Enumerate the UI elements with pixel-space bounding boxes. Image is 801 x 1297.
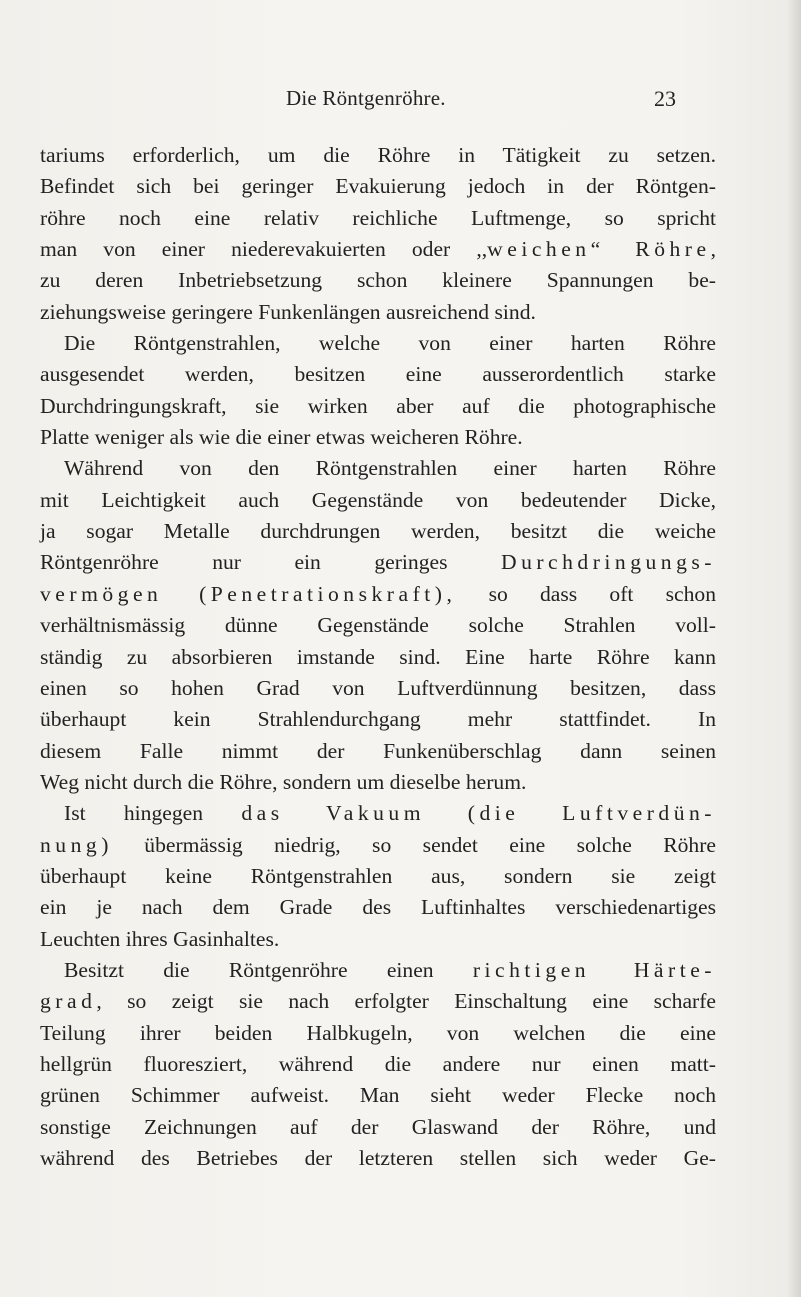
text-line: ein je nach dem Grade des Luftinhaltes verschiedenartiges bbox=[40, 895, 716, 920]
text-line: Während von den Röntgenstrahlen einer harten Röhre bbox=[64, 456, 716, 481]
spaced-emphasis: weichen“ Röhre bbox=[487, 237, 711, 262]
page-edge-shadow bbox=[787, 0, 801, 1297]
spaced-emphasis: Durchdringungs- bbox=[500, 550, 716, 575]
text-line: verhältnismässig dünne Gegenstände solche Strahlen voll- bbox=[40, 613, 716, 638]
body-text bbox=[40, 140, 716, 1174]
text-line: überhaupt keine Röntgenstrahlen aus, sondern sie zeigt bbox=[40, 863, 716, 888]
text-line: während des Betriebes der letzteren stellen sich weder Ge- bbox=[40, 1146, 716, 1170]
text-line: Die Röntgenstrahlen, welche von einer harten Röhre bbox=[64, 331, 716, 356]
text-line: grünen Schimmer aufweist. Man sieht weder Flecke noch bbox=[40, 1083, 716, 1108]
text-line: überhaupt kein Strahlendurchgang mehr stattfindet. In bbox=[40, 707, 716, 732]
text-line: Besitzt die Röntgenröhre einen richtigen Härte- bbox=[64, 957, 716, 982]
text-line: röhre noch eine relativ reichliche Luftmenge, so spricht bbox=[40, 205, 716, 230]
text-line: zu deren Inbetriebsetzung schon kleinere Spannungen be- bbox=[40, 268, 716, 293]
spaced-emphasis: das Vakuum (die Luftverdün- bbox=[241, 801, 716, 826]
spaced-emphasis: vermögen (Penetrationskraft), bbox=[40, 581, 457, 606]
page-number: 23 bbox=[654, 86, 676, 111]
text-line: hellgrün fluoresziert, während die andere nur einen matt- bbox=[40, 1051, 716, 1076]
text-line: ständig zu absorbieren imstande sind. Eine harte Röhre kann bbox=[40, 644, 716, 669]
text-line: ziehungsweise geringere Funkenlängen ausreichend sind. bbox=[40, 299, 536, 324]
text-line: man von einer niederevakuierten oder ,,weichen“ Röhre, bbox=[40, 237, 716, 262]
text-line: Platte weniger als wie die einer etwas weicheren Röhre. bbox=[40, 425, 523, 450]
text-line: tariums erforderlich, um die Röhre in Tätigkeit zu setzen. bbox=[40, 143, 716, 167]
spaced-emphasis: nung) bbox=[40, 832, 113, 857]
spaced-emphasis: richtigen Härte- bbox=[472, 957, 716, 982]
text-line: mit Leichtigkeit auch Gegenstände von bedeutender Dicke, bbox=[40, 487, 716, 512]
text-line: Teilung ihrer beiden Halbkugeln, von welchen die eine bbox=[40, 1020, 716, 1045]
text-line: Weg nicht durch die Röhre, sondern um dieselbe herum. bbox=[40, 769, 527, 794]
text-line: nung) übermässig niedrig, so sendet eine solche Röhre bbox=[40, 832, 716, 857]
text-line: grad, so zeigt sie nach erfolgter Einschaltung eine scharfe bbox=[40, 989, 716, 1014]
text-line: ausgesendet werden, besitzen eine ausserordentlich starke bbox=[40, 362, 716, 387]
running-head: Die Röntgenröhre. bbox=[286, 86, 446, 110]
page-header bbox=[0, 86, 801, 116]
text-line: Ist hingegen das Vakuum (die Luftverdün- bbox=[64, 801, 716, 826]
spaced-emphasis: grad bbox=[40, 989, 97, 1014]
text-line: vermögen (Penetrationskraft), so dass oft schon bbox=[40, 581, 716, 606]
text-line: diesem Falle nimmt der Funkenüberschlag dann seinen bbox=[40, 738, 716, 763]
text-line: einen so hohen Grad von Luftverdünnung besitzen, dass bbox=[40, 675, 716, 700]
text-line: ja sogar Metalle durchdrungen werden, besitzt die weiche bbox=[40, 519, 716, 544]
text-line: Röntgenröhre nur ein geringes Durchdringungs- bbox=[40, 550, 716, 575]
text-line: Durchdringungskraft, sie wirken aber auf die photographische bbox=[40, 393, 716, 418]
text-line: Befindet sich bei geringer Evakuierung jedoch in der Röntgen- bbox=[40, 174, 716, 199]
text-line: Leuchten ihres Gasinhaltes. bbox=[40, 926, 280, 951]
text-line: sonstige Zeichnungen auf der Glaswand der Röhre, und bbox=[40, 1114, 716, 1139]
